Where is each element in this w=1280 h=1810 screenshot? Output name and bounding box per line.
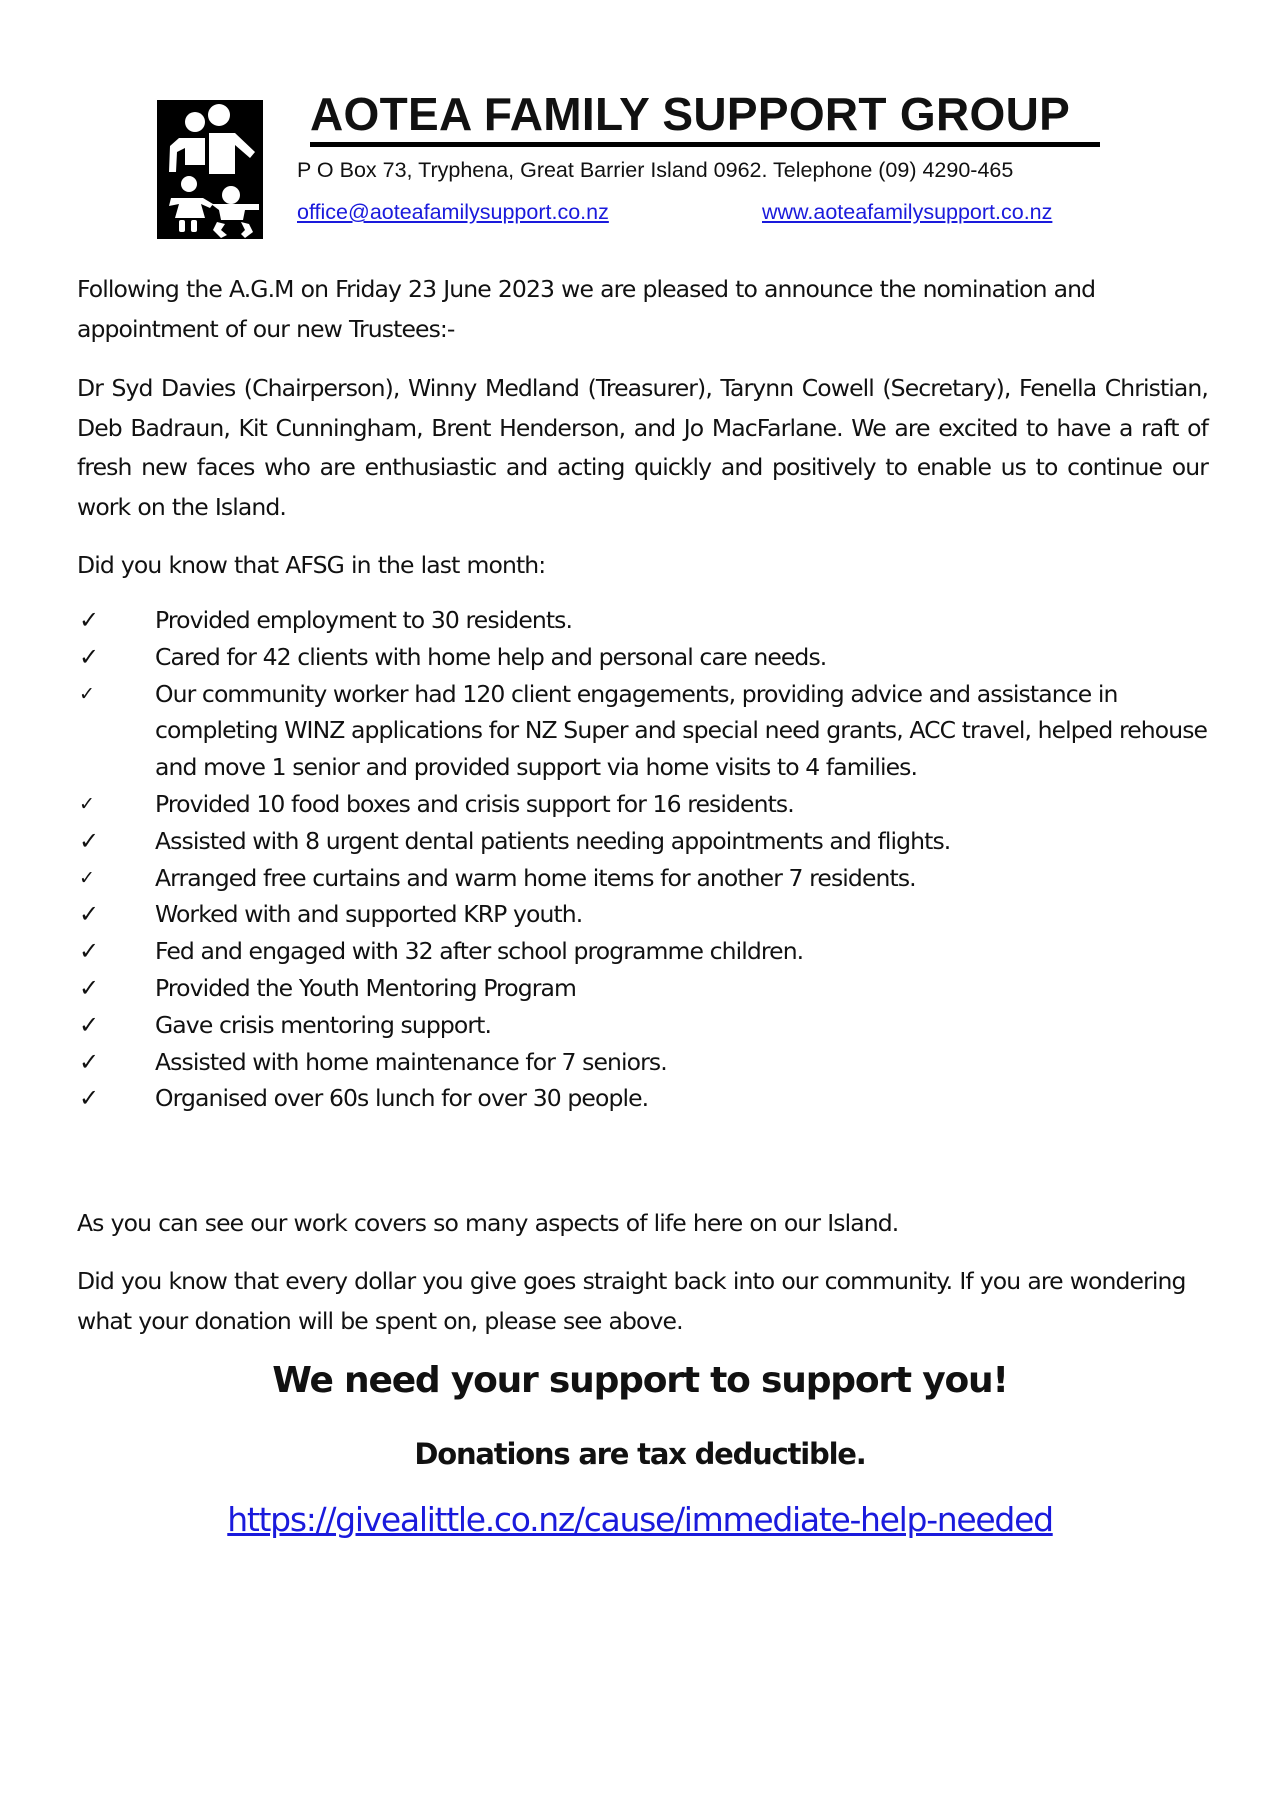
achievement-item — [77, 970, 1217, 1007]
achievement-text: Assisted with home maintenance for 7 seniors. — [155, 1047, 667, 1076]
postal-address: P O Box 73, Tryphena, Great Barrier Island 0962. Telephone (09) 4290-465 — [297, 158, 1014, 182]
achievement-text: Provided employment to 30 residents. — [155, 606, 573, 634]
donation-note-paragraph: Did you know that every dollar you give goes straight back into our community. If you are wondering what your donation will be spent on, please see above. — [77, 1267, 1186, 1335]
trustees-paragraph: Dr Syd Davies (Chairperson), Winny Medland (Treasurer), Tarynn Cowell (Secretary), Fenella Christian, Deb Badraun, Kit Cunningham, Brent Henderson, and Jo MacFarlane. We are excited to have a raft of fresh new faces who are enthusiastic and acting quickly and positively to enable us to continue our work on the Island. — [77, 374, 1208, 521]
email-link[interactable]: office@aoteafamilysupport.co.nz — [297, 200, 609, 224]
achievement-text: Assisted with 8 urgent dental patients needing appointments and flights. — [155, 826, 951, 855]
did-you-know-heading: Did you know that AFSG in the last month: — [77, 551, 546, 579]
achievement-item — [77, 676, 1217, 786]
achievement-item — [77, 786, 1217, 823]
achievement-text: Worked with and supported KRP youth. — [155, 900, 583, 929]
checkmark-icon: ✓ — [79, 792, 95, 815]
checkmark-icon: ✓ — [79, 900, 99, 929]
achievement-text: Provided the Youth Mentoring Program — [155, 973, 577, 1002]
checkmark-icon: ✓ — [79, 606, 99, 634]
achievement-text: Organised over 60s lunch for over 30 people. — [155, 1084, 649, 1113]
achievement-text: Fed and engaged with 32 after school programme children. — [155, 937, 804, 966]
achievements-list — [77, 602, 1217, 1117]
organization-title: AOTEA FAMILY SUPPORT GROUP — [310, 86, 1100, 147]
achievement-item — [77, 823, 1217, 860]
achievement-item — [77, 1044, 1217, 1081]
achievement-item — [77, 933, 1217, 970]
adult-head-left — [185, 112, 205, 132]
checkmark-icon: ✓ — [79, 682, 95, 705]
achievement-item — [77, 860, 1217, 897]
checkmark-icon: ✓ — [79, 642, 99, 671]
child-head-right — [222, 186, 240, 204]
family-figures-logo-icon — [157, 100, 263, 239]
checkmark-icon: ✓ — [79, 826, 99, 855]
checkmark-icon: ✓ — [79, 866, 95, 889]
achievement-item — [77, 1007, 1217, 1044]
checkmark-icon: ✓ — [79, 1084, 99, 1113]
achievement-item — [77, 1080, 1217, 1117]
agm-intro-paragraph: Following the A.G.M on Friday 23 June 2023 we are pleased to announce the nomination and appointment of our new Trustees:- — [77, 275, 1096, 343]
achievement-item — [77, 896, 1217, 933]
checkmark-icon: ✓ — [79, 1047, 99, 1076]
website-link[interactable]: www.aoteafamilysupport.co.nz — [762, 200, 1053, 224]
achievement-text: Provided 10 food boxes and crisis support for 16 residents. — [155, 789, 794, 818]
checkmark-icon: ✓ — [79, 1010, 99, 1039]
achievement-text: Cared for 42 clients with home help and personal care needs. — [155, 642, 827, 671]
donate-link[interactable]: https://givealittle.co.nz/cause/immediate-help-needed — [227, 1500, 1053, 1539]
adult-head-right — [208, 104, 230, 126]
achievement-item — [77, 639, 1217, 676]
checkmark-icon: ✓ — [79, 937, 99, 966]
support-headline: We need your support to support you! — [272, 1360, 1008, 1401]
achievement-text: Arranged free curtains and warm home items for another 7 residents. — [155, 863, 916, 892]
checkmark-icon: ✓ — [79, 973, 99, 1002]
tax-deductible-note: Donations are tax deductible. — [414, 1437, 866, 1471]
child-head-left — [181, 176, 197, 192]
achievement-item — [77, 602, 1217, 639]
achievement-text: Our community worker had 120 client engagements, providing advice and assistance in completing WINZ applications for NZ Super and special need grants, ACC travel, helped rehouse and move 1 senior and provided support via home visits to 4 families. — [155, 679, 1208, 782]
closing-paragraph: As you can see our work covers so many aspects of life here on our Island. — [77, 1209, 899, 1237]
achievement-text: Gave crisis mentoring support. — [155, 1010, 492, 1039]
